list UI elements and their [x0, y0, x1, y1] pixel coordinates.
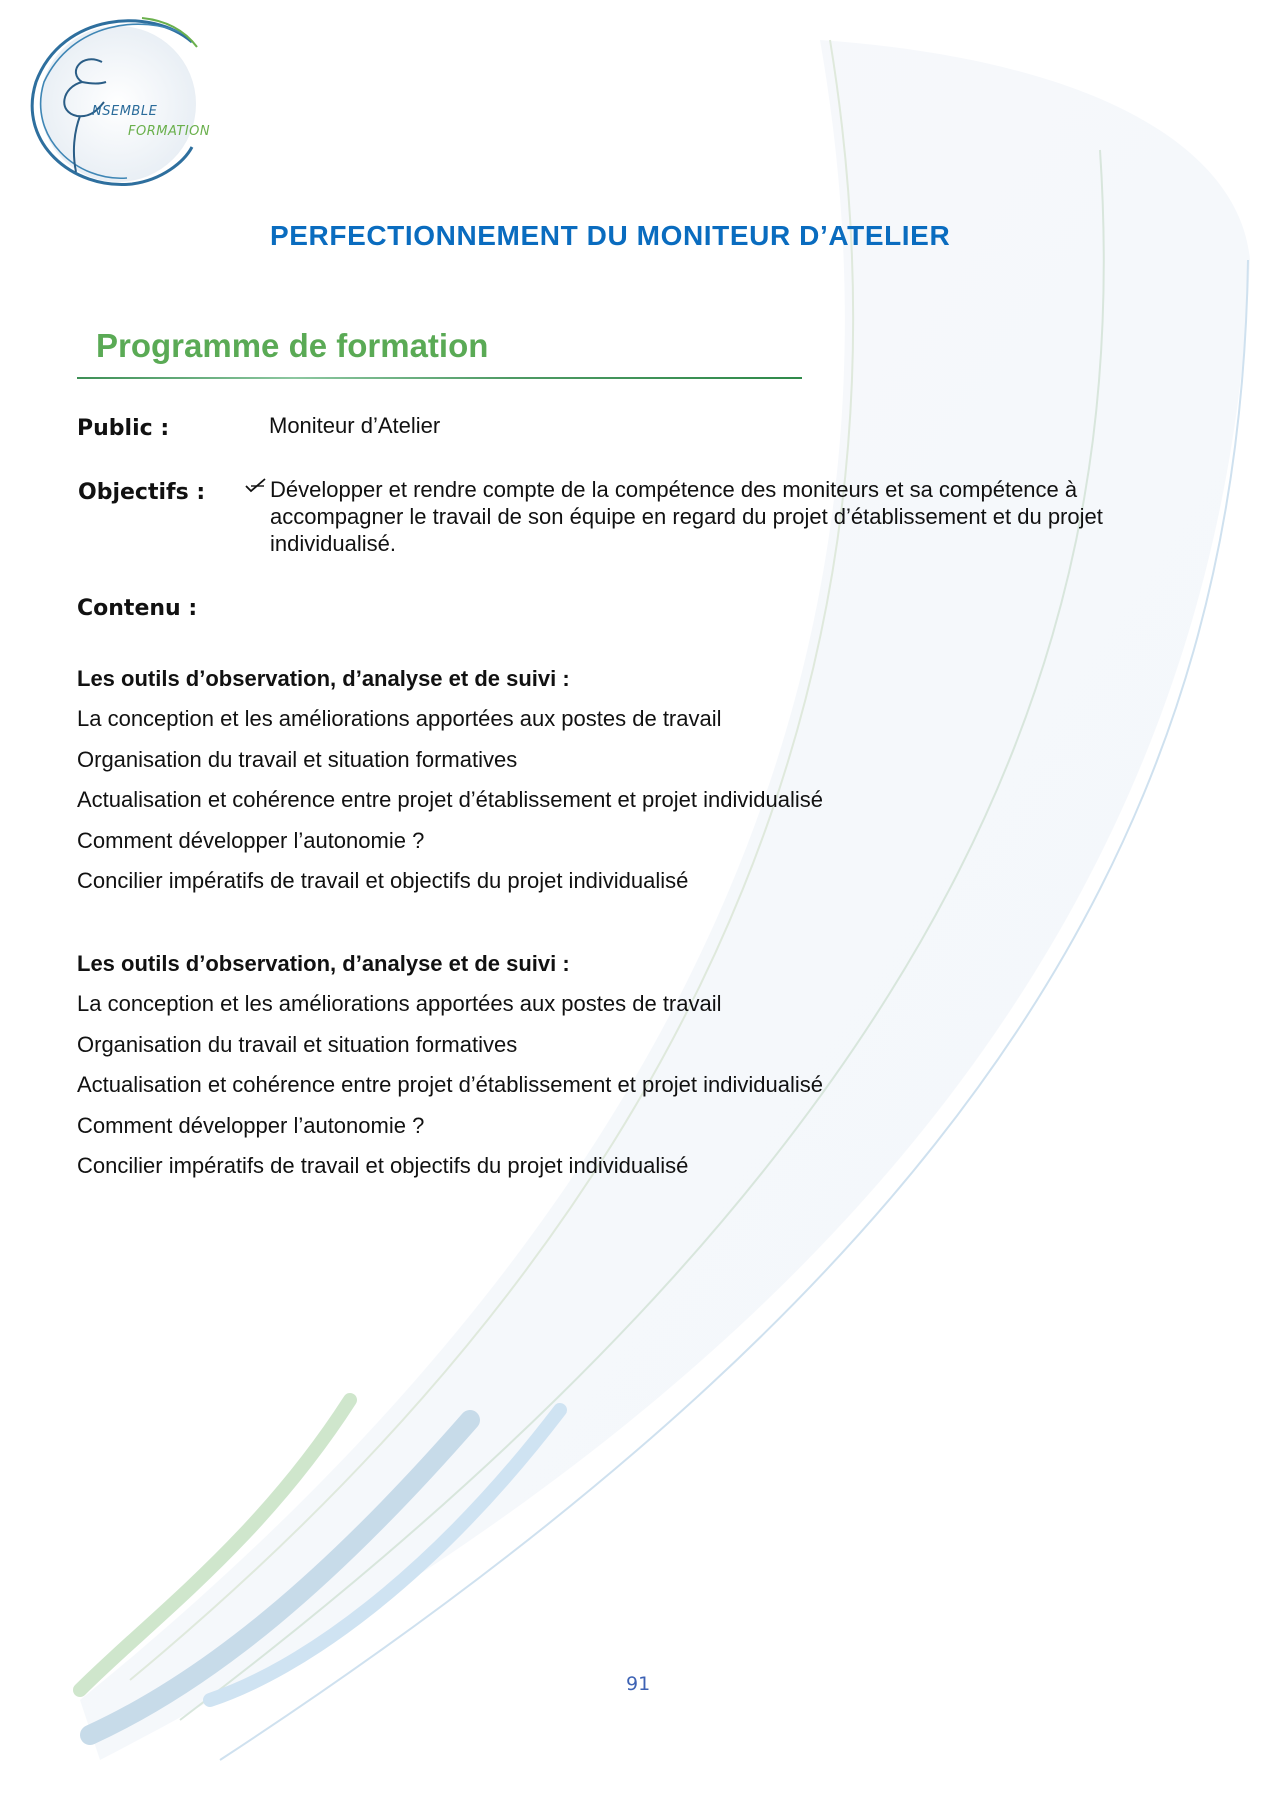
list-item: Comment développer l’autonomie ? [77, 1112, 425, 1138]
logo-text-line1: NSEMBLE [92, 104, 158, 119]
logo-text-line2: FORMATION [128, 124, 211, 139]
objectifs-line: Développer et rendre compte de la compétence des moniteurs et sa compétence à [270, 477, 1078, 502]
list-item: Concilier impératifs de travail et objectifs du projet individualisé [77, 1153, 689, 1178]
contenu-label: Contenu : [77, 596, 198, 621]
objectifs-line: individualisé. [270, 531, 396, 556]
check-icon [244, 476, 268, 496]
list-item: La conception et les améliorations apportées aux postes de travail [77, 991, 722, 1016]
logo [22, 12, 227, 192]
list-item: Actualisation et cohérence entre projet d’établissement et projet individualisé [77, 787, 823, 812]
list-item: Organisation du travail et situation formatives [77, 1031, 518, 1057]
list-item: Comment développer l’autonomie ? [77, 827, 425, 853]
logo-circle-icon [22, 12, 227, 192]
content-block [77, 944, 977, 1187]
objectifs-text [270, 476, 1103, 557]
public-value: Moniteur d’Atelier [269, 413, 441, 438]
content-block-title: Les outils d’observation, d’analyse et de suivi : [77, 951, 570, 976]
objectifs-line: accompagner le travail de son équipe en regard du projet d’établissement et du projet [270, 504, 1103, 529]
page-number: 91 [626, 1673, 651, 1695]
section-heading: Programme de formation [96, 327, 489, 364]
content-block [77, 659, 977, 902]
list-item: Actualisation et cohérence entre projet d’établissement et projet individualisé [77, 1072, 823, 1097]
content-block-title: Les outils d’observation, d’analyse et de suivi : [77, 666, 570, 691]
list-item: Concilier impératifs de travail et objectifs du projet individualisé [77, 868, 689, 893]
section-divider [77, 377, 802, 379]
list-item: La conception et les améliorations apportées aux postes de travail [77, 706, 722, 731]
public-label: Public : [77, 416, 170, 441]
document-title: PERFECTIONNEMENT DU MONITEUR D’ATELIER [270, 220, 951, 251]
list-item: Organisation du travail et situation formatives [77, 746, 518, 772]
objectifs-label: Objectifs : [78, 480, 206, 505]
